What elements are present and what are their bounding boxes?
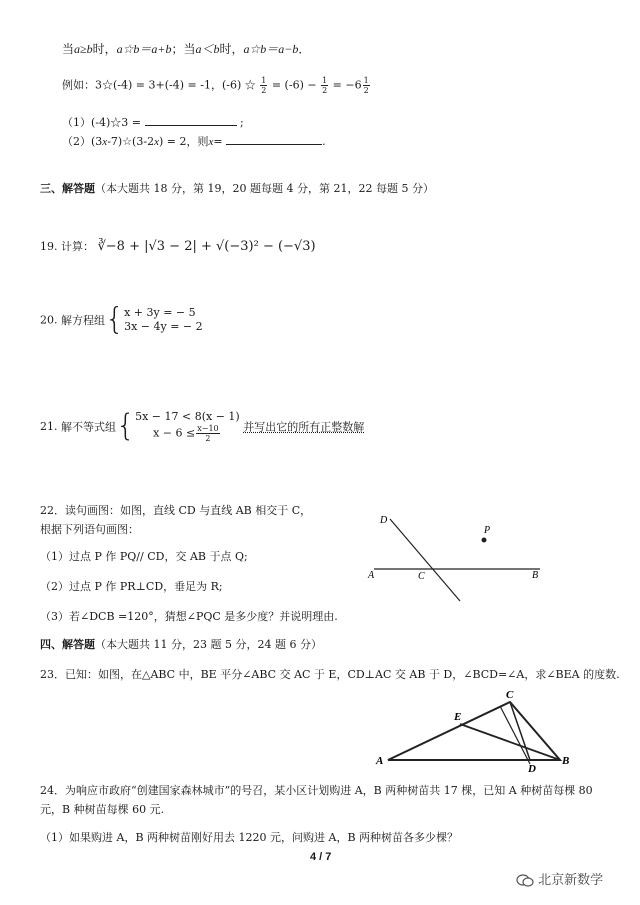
q22-step1: （1）过点 P 作 PQ// CD，交 AB 于点 Q; (40, 550, 248, 563)
label-b: B (532, 570, 539, 581)
condition: a≥b (74, 42, 93, 56)
text: 当 (62, 42, 75, 56)
q24-line1: 24．为响应市政府“创建国家森林城市”的号召，某小区计划购进 A，B 两种树苗共 17 棵，已知 A 种树苗每棵 80 (40, 784, 593, 797)
text: 时， (219, 42, 244, 56)
q24-line2: 元，B 种树苗每棵 60 元. (40, 803, 165, 816)
fraction: $\frac{1}{2}$ (363, 76, 369, 95)
section-3-heading (40, 180, 434, 196)
label-d: D (380, 515, 388, 526)
page-number: 4 / 7 (310, 851, 332, 863)
label-e: E (454, 711, 462, 723)
question-label: 解不等式组 (61, 420, 116, 434)
sub-question-1: （1）(-4)☆3 = ; (62, 116, 244, 129)
section-desc: （本大题共 11 分，23 题 5 分，24 题 6 分） (95, 638, 322, 651)
q22-step2: （2）过点 P 作 PR⊥CD，垂足为 R; (40, 580, 223, 593)
section-title: 四、解答题 (40, 638, 95, 651)
line-cd (390, 519, 460, 601)
section-desc: （本大题共 18 分，第 19，20 题每题 4 分，第 21，22 每题 5 分） (95, 182, 434, 195)
definition-line (62, 40, 310, 57)
question-label: 计算： (61, 240, 94, 253)
equation: 3x − 4y = − 2 (124, 320, 203, 333)
question-21 (40, 410, 364, 443)
q22-line2: 根据下列语句画图： (40, 523, 139, 536)
inequality: x − 6 ≤ $\frac{x-10}{2}$ (153, 424, 219, 443)
text: 当 (183, 42, 196, 56)
fraction: $\frac{1}{2}$ (322, 76, 328, 95)
question-19 (40, 238, 316, 254)
example-line (62, 76, 371, 95)
question-label: 解方程组 (61, 314, 105, 327)
example-text: = −6 (332, 78, 362, 92)
equation: x + 3y = − 5 (124, 306, 196, 319)
formula: a☆b＝a+b (116, 42, 172, 56)
watermark-text: 北京新数学 (538, 873, 604, 888)
point-p (482, 538, 487, 543)
label-a: A (368, 570, 375, 581)
label-a: A (376, 755, 384, 767)
q22-step3: （3）若∠DCB =120°，猜想∠PQC 是多少度？并说明理由. (40, 610, 338, 623)
q22-figure (360, 505, 560, 605)
section-title: 三、解答题 (40, 182, 95, 195)
label-b: B (562, 755, 570, 767)
watermark (516, 869, 603, 888)
answer-blank (226, 144, 322, 145)
fraction: $\frac{1}{2}$ (261, 76, 267, 95)
math-expression: ∛−8 + |√3 − 2| + √(−3)² − (−√3) (97, 239, 316, 254)
formula: a☆b＝a−b (243, 42, 299, 56)
section-4-heading (40, 636, 322, 652)
inequality-system (135, 410, 240, 443)
left-brace: { (116, 408, 136, 444)
question-number: 21. (40, 420, 58, 433)
fraction: $\frac{x-10}{2}$ (197, 424, 219, 443)
condition: a＜b (195, 42, 220, 56)
equation-system (124, 306, 203, 334)
left-brace: { (105, 302, 125, 337)
question-23: 23．已知：如图，在△ABC 中，BE 平分∠ABC 交 AC 于 E，CD⊥AC 交 AB 于 D，∠BCD=∠A，求∠BEA 的度数. (40, 668, 620, 681)
example-text: = (-6) − (271, 78, 317, 92)
question-number: 19. (40, 240, 58, 253)
example-text: 例如：3☆(-4) = 3+(-4) = -1，(-6) ☆ (62, 78, 256, 92)
question-number: 20. (40, 313, 58, 327)
text: ． (298, 42, 311, 56)
text: ； (171, 42, 184, 56)
label-p: P (484, 525, 491, 536)
q22-line1: 22．读句画图：如图，直线 CD 与直线 AB 相交于 C， (40, 504, 312, 517)
q24-step1: （1）如果购进 A，B 两种树苗刚好用去 1220 元，问购进 A，B 两种树苗各多少棵？ (40, 831, 459, 844)
q23-figure (370, 688, 580, 774)
label-c: C (418, 571, 425, 582)
text: 时， (92, 42, 117, 56)
label-d: D (528, 763, 536, 774)
inequality: 5x − 17 < 8(x − 1) (135, 410, 240, 423)
wechat-icon (516, 874, 534, 888)
label-c: C (506, 689, 514, 701)
answer-blank (145, 125, 237, 126)
sub-question-2: （2）(3x-7)☆(3-2x) = 2，则x= . (62, 135, 326, 148)
question-20 (40, 302, 203, 337)
instruction: 并写出它的所有正整数解 (243, 420, 365, 434)
